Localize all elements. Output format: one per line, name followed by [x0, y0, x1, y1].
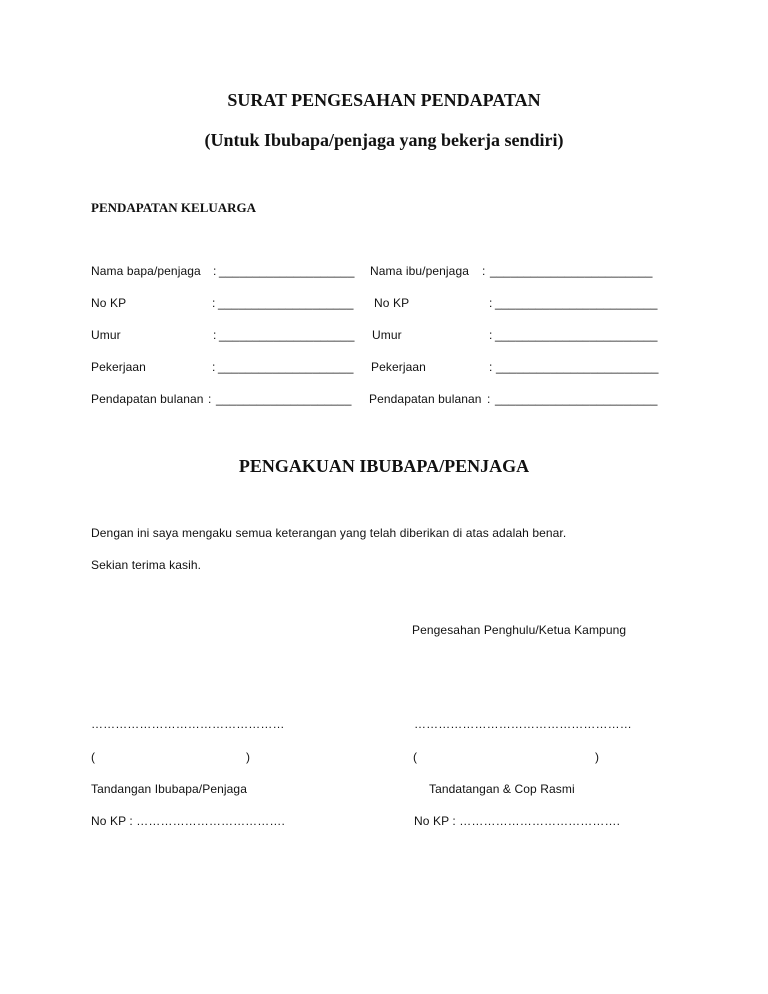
mother-age-field[interactable]: ________________________ [495, 328, 658, 342]
parent-name-open-paren: ( [91, 750, 96, 764]
official-signature-caption: Tandatangan & Cop Rasmi [429, 782, 575, 796]
father-ic-label: No KP [91, 296, 127, 310]
official-ic-field[interactable]: No KP : …………………………………. [414, 814, 621, 828]
official-name-close-paren: ) [595, 750, 600, 764]
father-age-label: Umur [91, 328, 121, 342]
verification-heading: Pengesahan Penghulu/Ketua Kampung [412, 623, 627, 637]
mother-ic-colon: : [489, 296, 493, 310]
father-age-colon: : [213, 328, 217, 342]
father-age-field[interactable]: ____________________ [219, 328, 355, 342]
mother-name-colon: : [482, 264, 486, 278]
father-job-label: Pekerjaan [91, 360, 146, 374]
mother-income-field[interactable]: ________________________ [495, 392, 658, 406]
declaration-closing: Sekian terima kasih. [91, 558, 202, 572]
parent-signature-line[interactable]: ………………………………………… [91, 717, 285, 731]
declaration-statement: Dengan ini saya mengaku semua keterangan yang telah diberikan di atas adalah benar. [91, 526, 567, 540]
parent-name-close-paren: ) [246, 750, 251, 764]
document-subtitle: (Untuk Ibubapa/penjaga yang bekerja sendiri) [204, 130, 564, 150]
father-name-field[interactable]: ____________________ [219, 264, 355, 278]
document-title: SURAT PENGESAHAN PENDAPATAN [227, 90, 541, 110]
parent-signature-caption: Tandangan Ibubapa/Penjaga [91, 782, 247, 796]
mother-job-colon: : [489, 360, 493, 374]
section-heading: PENDAPATAN KELUARGA [91, 200, 257, 215]
official-name-open-paren: ( [413, 750, 418, 764]
father-name-colon: : [213, 264, 217, 278]
father-ic-field[interactable]: ____________________ [218, 296, 354, 310]
official-signature-line[interactable]: ……………………………………………… [414, 717, 632, 731]
mother-name-field[interactable]: ________________________ [490, 264, 653, 278]
mother-ic-label: No KP [374, 296, 410, 310]
parent-ic-field[interactable]: No KP : ………………………………. [91, 814, 285, 828]
mother-income-label: Pendapatan bulanan [369, 392, 482, 406]
father-job-field[interactable]: ____________________ [218, 360, 354, 374]
father-name-label: Nama bapa/penjaga [91, 264, 201, 278]
mother-job-label: Pekerjaan [371, 360, 426, 374]
mother-age-colon: : [489, 328, 493, 342]
declaration-heading: PENGAKUAN IBUBAPA/PENJAGA [238, 456, 530, 476]
father-ic-colon: : [212, 296, 216, 310]
mother-ic-field[interactable]: ________________________ [495, 296, 658, 310]
mother-job-field[interactable]: ________________________ [496, 360, 659, 374]
mother-income-colon: : [487, 392, 491, 406]
mother-name-label: Nama ibu/penjaga [370, 264, 470, 278]
father-job-colon: : [212, 360, 216, 374]
father-income-label: Pendapatan bulanan [91, 392, 204, 406]
mother-age-label: Umur [372, 328, 402, 342]
father-income-colon: : [208, 392, 212, 406]
father-income-field[interactable]: ____________________ [216, 392, 352, 406]
